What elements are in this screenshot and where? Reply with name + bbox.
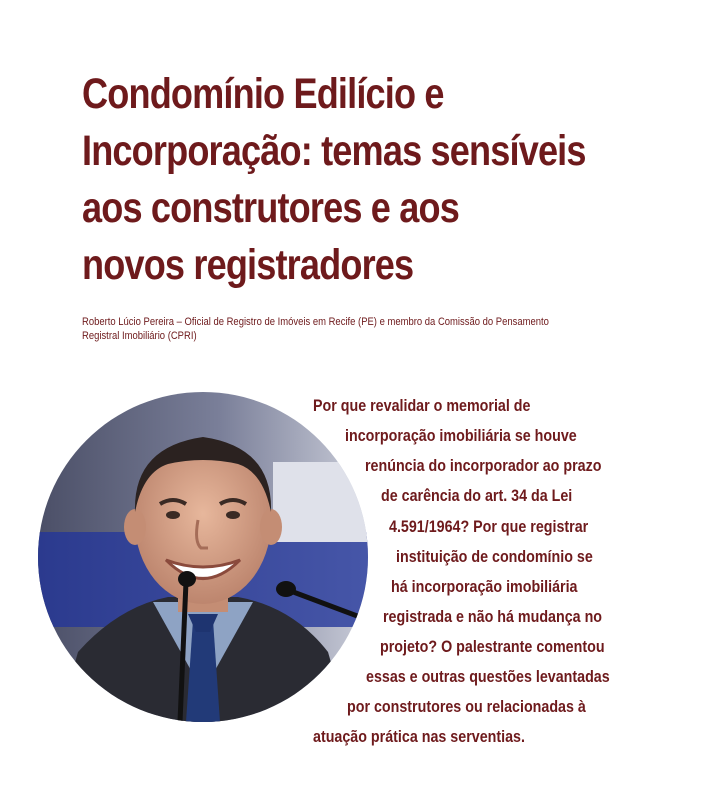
article-lead-line: registrada e não há mudança no (383, 607, 603, 626)
article-lead-line: Por que revalidar o memorial de (313, 396, 531, 415)
article-title-line: aos construtores e aos (82, 184, 459, 232)
author-byline-line: Registral Imobiliário (CPRI) (82, 330, 197, 342)
author-byline (82, 315, 589, 343)
article-lead-line: incorporação imobiliária se houve (345, 426, 577, 445)
article-title (82, 66, 586, 294)
speaker-photo (38, 392, 368, 722)
article-title-line: Incorporação: temas sensíveis (82, 127, 586, 175)
article-lead-line: há incorporação imobiliária (391, 577, 578, 596)
speaker-illustration (38, 392, 368, 722)
article-lead-line: renúncia do incorporador ao prazo (365, 456, 602, 475)
article-title-line: Condomínio Edilício e (82, 70, 444, 118)
article-lead-line: 4.591/1964? Por que registrar (389, 517, 589, 536)
author-byline-line: Roberto Lúcio Pereira – Oficial de Registro de Imóveis em Recife (PE) e membro da Comissão do Pensamento (82, 316, 549, 328)
article-lead-line: instituição de condomínio se (396, 547, 593, 566)
article-lead-line: projeto? O palestrante comentou (380, 637, 605, 656)
article-lead-line: atuação prática nas serventias. (313, 727, 525, 746)
article-lead-line: essas e outras questões levantadas (366, 667, 610, 686)
article-lead-line: de carência do art. 34 da Lei (381, 486, 573, 505)
article-lead-line: por construtores ou relacionadas à (347, 697, 586, 716)
article-title-line: novos registradores (82, 241, 414, 289)
